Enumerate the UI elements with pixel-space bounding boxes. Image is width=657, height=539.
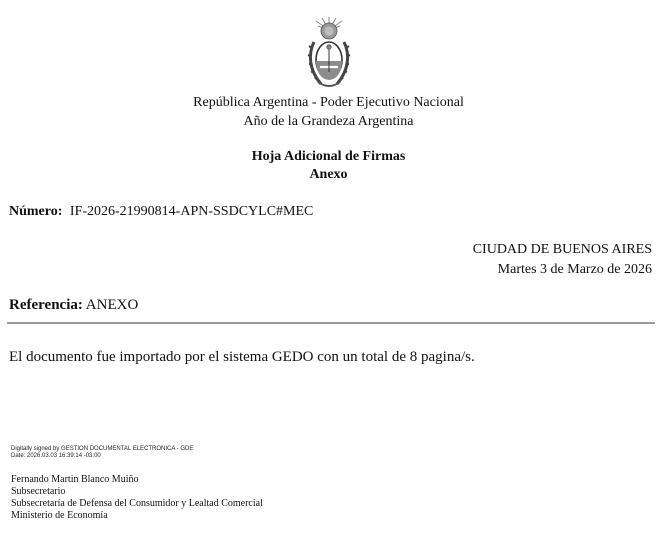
referencia-row (9, 297, 138, 314)
document-subtitle: Anexo (309, 167, 348, 182)
referencia-value: ANEXO (85, 297, 139, 313)
digital-signature-date: Date: 2026.03.03 16:39:14 -03:00 (11, 453, 101, 459)
city: CIUDAD DE BUENOS AIRES (472, 242, 652, 257)
body-text: El documento fue importado por el sistema GEDO con un total de 8 pagina/s. (9, 349, 475, 365)
header-republic-line: República Argentina - Poder Ejecutivo Nacional (193, 95, 464, 110)
header-year-motto: Año de la Grandeza Argentina (243, 114, 414, 129)
signer-ministry: Ministerio de Economía (11, 510, 108, 521)
referencia-label: Referencia: (9, 297, 83, 313)
divider (7, 322, 655, 324)
document-title: Hoja Adicional de Firmas (251, 149, 406, 164)
signer-name: Fernando Martin Blanco Muiño (11, 474, 139, 485)
signer-position: Subsecretario (11, 486, 66, 497)
numero-label: Número: (9, 204, 63, 219)
date: Martes 3 de Marzo de 2026 (497, 262, 652, 277)
signer-office: Subsecretaría de Defensa del Consumidor y Lealtad Comercial (11, 498, 263, 509)
numero-row (9, 204, 313, 220)
argentina-coat-of-arms-icon (304, 14, 354, 92)
digital-signature-line: Digitally signed by GESTION DOCUMENTAL ELECTRONICA - GDE (11, 446, 194, 452)
numero-value: IF-2026-21990814-APN-SSDCYLC#MEC (69, 204, 314, 219)
